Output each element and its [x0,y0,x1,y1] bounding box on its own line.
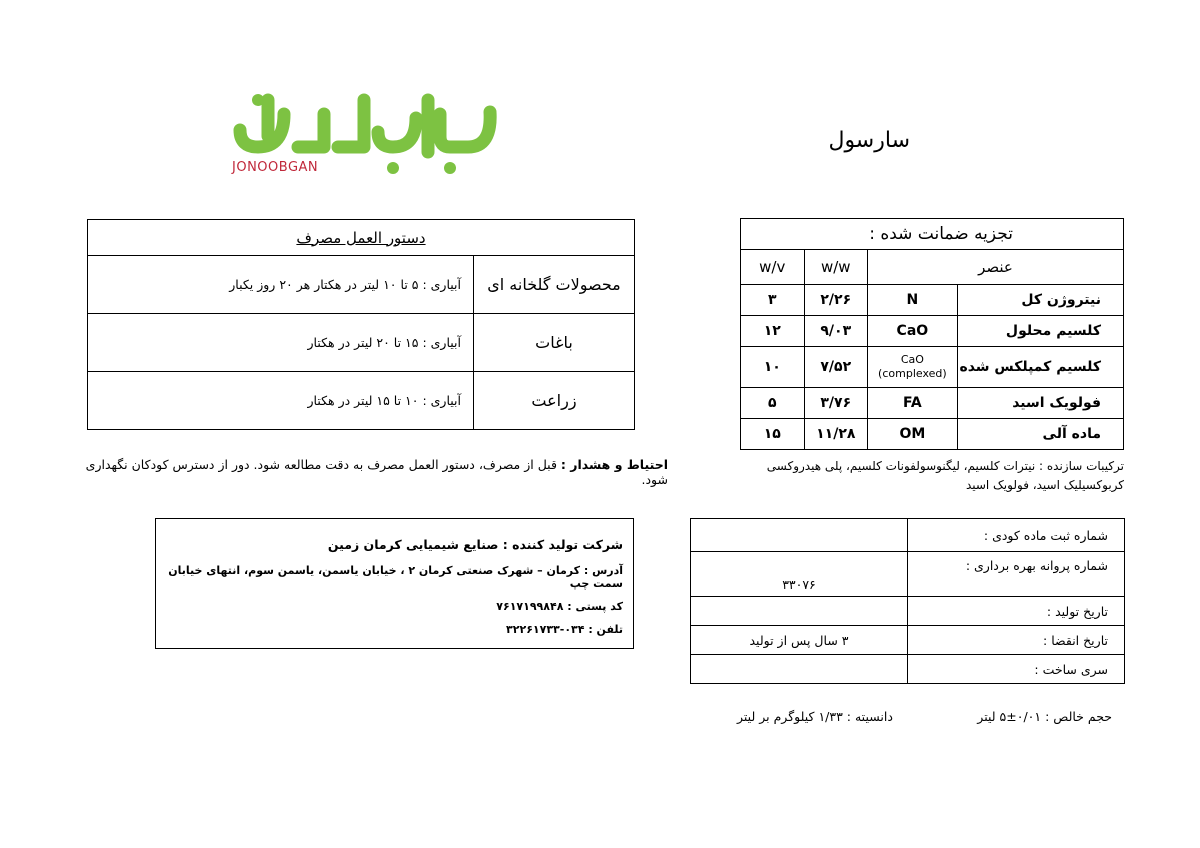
company-name: شرکت تولید کننده : صنایع شیمیایی کرمان زمین [327,537,623,552]
value-wv: ۵ [741,388,805,419]
crop-name: زراعت [474,372,635,430]
license-label: شماره پروانه بهره برداری : [908,552,1125,597]
postal-code-value: ۷۶۱۷۱۹۹۸۴۸ [496,600,564,613]
series-label: سری ساخت : [908,655,1125,684]
guaranteed-analysis-table [740,218,1124,450]
element-name: کلسیم محلول [957,316,1123,347]
postal-code-label: کد پستی : [563,600,623,613]
element-symbol: CaO [868,316,958,347]
table-row [741,388,1124,419]
warning-text [60,457,668,487]
net-volume: حجم خالص : ۰/۰۱±۵ لیتر [977,709,1112,724]
expiry-value: ۳ سال پس از تولید [691,626,908,655]
table-row [741,285,1124,316]
dose-text: آبیاری : ۱۰ تا ۱۵ لیتر در هکتار [88,372,474,430]
table-row [691,597,1125,626]
value-wv: ۳ [741,285,805,316]
element-name: نیتروژن کل [957,285,1123,316]
table-row [741,347,1124,388]
table-row [88,372,635,430]
series-value [691,655,908,684]
value-wv: ۱۲ [741,316,805,347]
value-ww: ۳/۷۶ [804,388,867,419]
expiry-label: تاریخ انقضا : [908,626,1125,655]
value-wv: ۱۵ [741,419,805,450]
table-row [691,519,1125,552]
address: آدرس : کرمان – شهرک صنعتی کرمان ۲ ، خیابان یاسمن، یاسمن سوم، انتهای خیابان سمت چپ [168,564,623,590]
phone-value: ۰۳۴-۳۲۲۶۱۷۳۳ [506,623,585,636]
element-name: کلسیم کمپلکس شده [957,347,1123,388]
reg-code-value [691,519,908,552]
crop-name: محصولات گلخانه ای [474,256,635,314]
element-symbol-note: (complexed) [878,367,947,380]
production-date-value [691,597,908,626]
warning-body: قبل از مصرف، دستور العمل مصرف به دقت مطالعه شود. دور از دسترس کودکان نگهداری شود. [85,457,668,487]
element-symbol: CaO [900,353,924,366]
crop-name: باغات [474,314,635,372]
manufacturer-box [155,518,634,649]
element-symbol: N [868,285,958,316]
reg-code-label: شماره ثبت ماده کودی : [908,519,1125,552]
license-value: ۳۳۰۷۶ [691,552,908,597]
header-wv: w/v [741,250,805,285]
value-ww: ۷/۵۲ [804,347,867,388]
dose-text: آبیاری : ۵ تا ۱۰ لیتر در هکتار هر ۲۰ روز یکبار [88,256,474,314]
usage-title-cell [88,220,635,256]
composition-text [742,457,1124,495]
table-row [88,314,635,372]
element-symbol: OM [868,419,958,450]
value-ww: ۱۱/۲۸ [804,419,867,450]
phone-line [156,623,623,636]
value-ww: ۹/۰۳ [804,316,867,347]
header-ww: w/w [804,250,867,285]
element-symbol-cell [868,347,958,388]
composition-line: کربوکسیلیک اسید، فولویک اسید [965,478,1124,492]
table-row [691,552,1125,597]
table-row [88,256,635,314]
product-title: سارسول [828,128,910,153]
logo-latin-text: JONOOBGAN [232,160,319,175]
table-row [741,419,1124,450]
postal-code-line [156,600,623,613]
phone-label: تلفن : [584,623,623,636]
dose-text: آبیاری : ۱۵ تا ۲۰ لیتر در هکتار [88,314,474,372]
element-symbol: FA [868,388,958,419]
registration-table [690,518,1125,684]
value-ww: ۲/۲۶ [804,285,867,316]
usage-title: دستور العمل مصرف [296,228,426,247]
analysis-title: تجزیه ضمانت شده : [741,219,1124,250]
element-name: فولویک اسید [957,388,1123,419]
production-date-label: تاریخ تولید : [908,597,1125,626]
table-row [691,655,1125,684]
header-element: عنصر [868,250,1124,285]
warning-label: احتیاط و هشدار : [560,457,668,472]
value-wv: ۱۰ [741,347,805,388]
table-row [691,626,1125,655]
density: دانسیته : ۱/۳۳ کیلوگرم بر لیتر [737,709,893,724]
usage-instructions-table [87,219,635,430]
table-row [741,316,1124,347]
composition-line: ترکیبات سازنده : نیترات کلسیم، لیگنوسولفونات کلسیم، پلی هیدروکسی [766,459,1124,473]
element-name: ماده آلی [957,419,1123,450]
